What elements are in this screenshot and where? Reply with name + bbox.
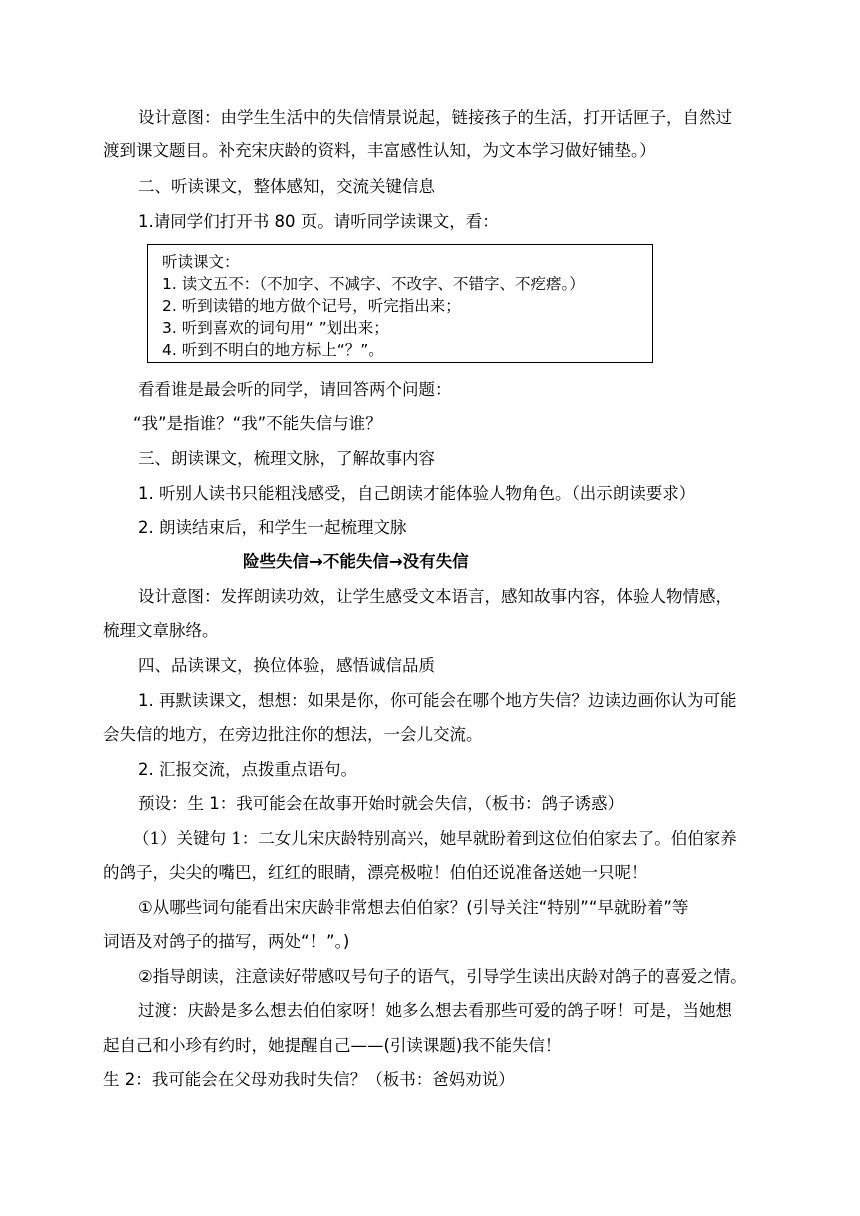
transition-line-2: 起自己和小珍有约时，她提醒自己——(引读课题)我不能失信！ xyxy=(103,1036,562,1055)
step-1-line: 1. 听别人读书只能粗浅感受，自己朗读才能体验人物角色。（出示朗读要求） xyxy=(138,484,696,503)
step-2-line: 2. 朗读结束后，和学生一起梳理文脉 xyxy=(138,518,407,537)
reading-guide-line: ②指导朗读，注意读好带感叹号句子的语气，引导学生读出庆龄对鸽子的喜爱之情。 xyxy=(138,967,747,986)
story-flow-line: 险些失信→不能失信→没有失信 xyxy=(243,552,469,571)
design-intent-line-2: 渡到课文题目。补充宋庆龄的资料，丰富感性认知，为文本学习做好铺垫。） xyxy=(103,141,656,160)
preset-student-2: 生 2：我可能会在父母劝我时失信？（板书：爸妈劝说） xyxy=(103,1070,515,1089)
section-heading-2: 二、听读课文，整体感知，交流关键信息 xyxy=(138,177,435,196)
reread-line-1: 1. 再默读课文，想想：如果是你，你可能会在哪个地方失信？边读边画你认为可能 xyxy=(138,691,737,710)
instruction-line: 1.请同学们打开书 80 页。请听同学读课文，看： xyxy=(138,212,499,231)
section-heading-4: 四、品读课文，换位体验，感悟诚信品质 xyxy=(138,656,435,675)
key-sentence-line-1: （1）关键句 1：二女儿宋庆龄特别高兴，她早就盼着到这位伯伯家去了。伯伯家养 xyxy=(133,829,737,848)
design-intent-2-line-1: 设计意图：发挥朗读功效，让学生感受文本语言，感知故事内容，体验人物情感， xyxy=(138,587,732,606)
guide-question-line-2: 词语及对鸽子的描写，两处“！”。) xyxy=(103,932,350,951)
guide-question-line-1: ①从哪些词句能看出宋庆龄非常想去伯伯家？(引导关注“特别”“早就盼着”等 xyxy=(138,898,689,917)
box-title: 听读课文： xyxy=(162,253,240,271)
design-intent-2-line-2: 梳理文章脉络。 xyxy=(103,621,219,640)
key-sentence-line-2: 的鸽子，尖尖的嘴巴，红红的眼睛，漂亮极啦！伯伯还说准备送她一只呢！ xyxy=(103,863,648,882)
box-item-4: 4. 听到不明白的地方标上“？”。 xyxy=(162,341,384,359)
question-intro: 看看谁是最会听的同学，请回答两个问题： xyxy=(138,380,452,399)
reread-line-2: 会失信的地方，在旁边批注你的想法，一会儿交流。 xyxy=(103,725,483,744)
box-item-3: 3. 听到喜欢的词句用“ ”划出来； xyxy=(162,319,389,337)
box-item-1: 1. 读文五不：（不加字、不减字、不改字、不错字、不疙瘩。） xyxy=(162,275,585,293)
preset-student-1: 预设：生 1：我可能会在故事开始时就会失信，（板书：鸽子诱惑） xyxy=(138,794,624,813)
question-line: “我”是指谁？“我”不能失信与谁？ xyxy=(133,414,382,433)
design-intent-line-1: 设计意图：由学生生活中的失信情景说起，链接孩子的生活，打开话匣子，自然过 xyxy=(138,108,732,127)
transition-line-1: 过渡：庆龄是多么想去伯伯家呀！她多么想去看那些可爱的鸽子呀！可是，当她想 xyxy=(138,1001,732,1020)
report-line: 2. 汇报交流，点拨重点语句。 xyxy=(138,760,357,779)
box-item-2: 2. 听到读错的地方做个记号，听完指出来； xyxy=(162,297,461,315)
listening-requirements-box xyxy=(147,244,653,363)
section-heading-3: 三、朗读课文，梳理文脉，了解故事内容 xyxy=(138,449,435,468)
